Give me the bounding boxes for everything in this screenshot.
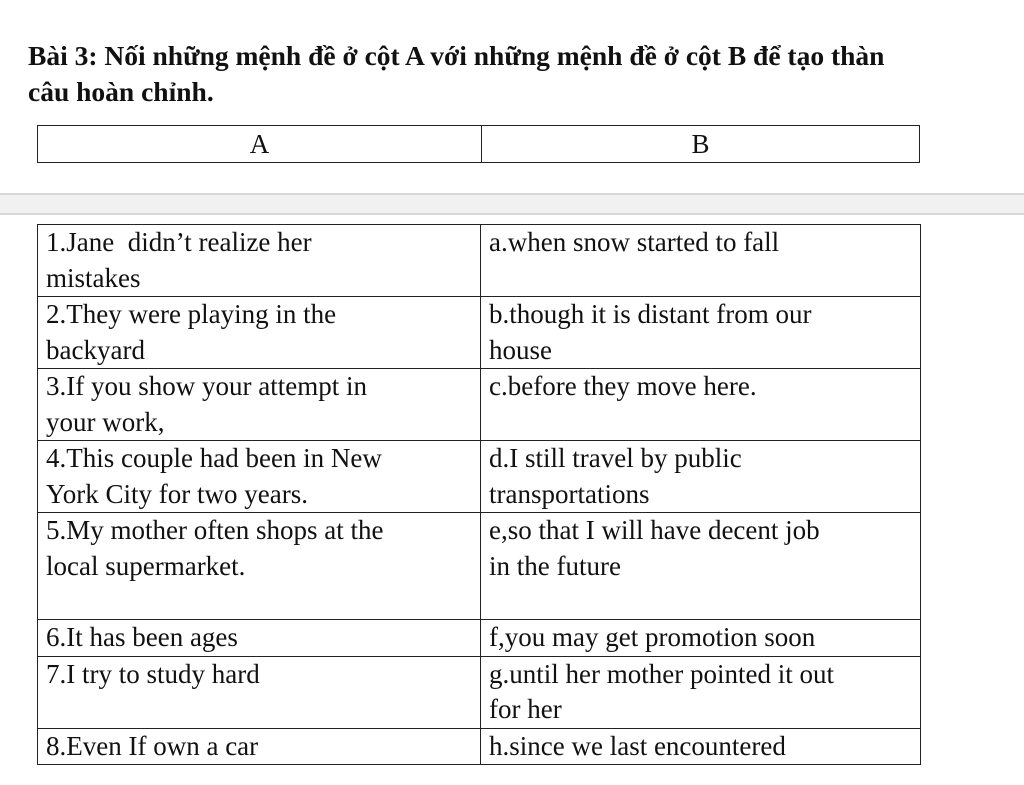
- table-row: [38, 441, 921, 513]
- table-row: [38, 225, 921, 297]
- exercise-title-line-1: Bài 3: Nối những mệnh đề ở cột A với những mệnh đề ở cột B để tạo thàn: [28, 40, 885, 71]
- column-a-cell: 3.If you show your attempt in your work,: [38, 369, 481, 441]
- table-row: [38, 656, 921, 728]
- column-b-cell: a.when snow started to fall: [481, 225, 921, 297]
- column-b-cell: h.since we last encountered: [481, 728, 921, 765]
- column-b-cell: g.until her mother pointed it out for her: [481, 656, 921, 728]
- page-break-divider: [0, 193, 1024, 215]
- column-b-cell: b.though it is distant from our house: [481, 297, 921, 369]
- table-row: [38, 369, 921, 441]
- table-row: [38, 620, 921, 657]
- column-a-header: A: [38, 126, 482, 163]
- column-b-cell: f,you may get promotion soon: [481, 620, 921, 657]
- column-header-row: [38, 126, 920, 163]
- column-a-cell: 5.My mother often shops at the local supermarket.: [38, 513, 481, 620]
- table-row: [38, 297, 921, 369]
- column-header-table: [37, 125, 920, 163]
- column-a-cell: 1.Jane didn’t realize her mistakes: [38, 225, 481, 297]
- column-a-cell: 7.I try to study hard: [38, 656, 481, 728]
- column-b-cell: d.I still travel by public transportations: [481, 441, 921, 513]
- exercise-title-line-2: câu hoàn chỉnh.: [28, 76, 214, 107]
- column-b-header: B: [482, 126, 920, 163]
- column-a-cell: 4.This couple had been in New York City for two years.: [38, 441, 481, 513]
- column-a-cell: 8.Even If own a car: [38, 728, 481, 765]
- exercise-title: [28, 38, 1024, 110]
- table-row: [38, 513, 921, 620]
- column-a-cell: 2.They were playing in the backyard: [38, 297, 481, 369]
- column-b-cell: e,so that I will have decent job in the future: [481, 513, 921, 620]
- matching-table: [37, 224, 921, 765]
- column-a-cell: 6.It has been ages: [38, 620, 481, 657]
- column-b-cell: c.before they move here.: [481, 369, 921, 441]
- table-row: [38, 728, 921, 765]
